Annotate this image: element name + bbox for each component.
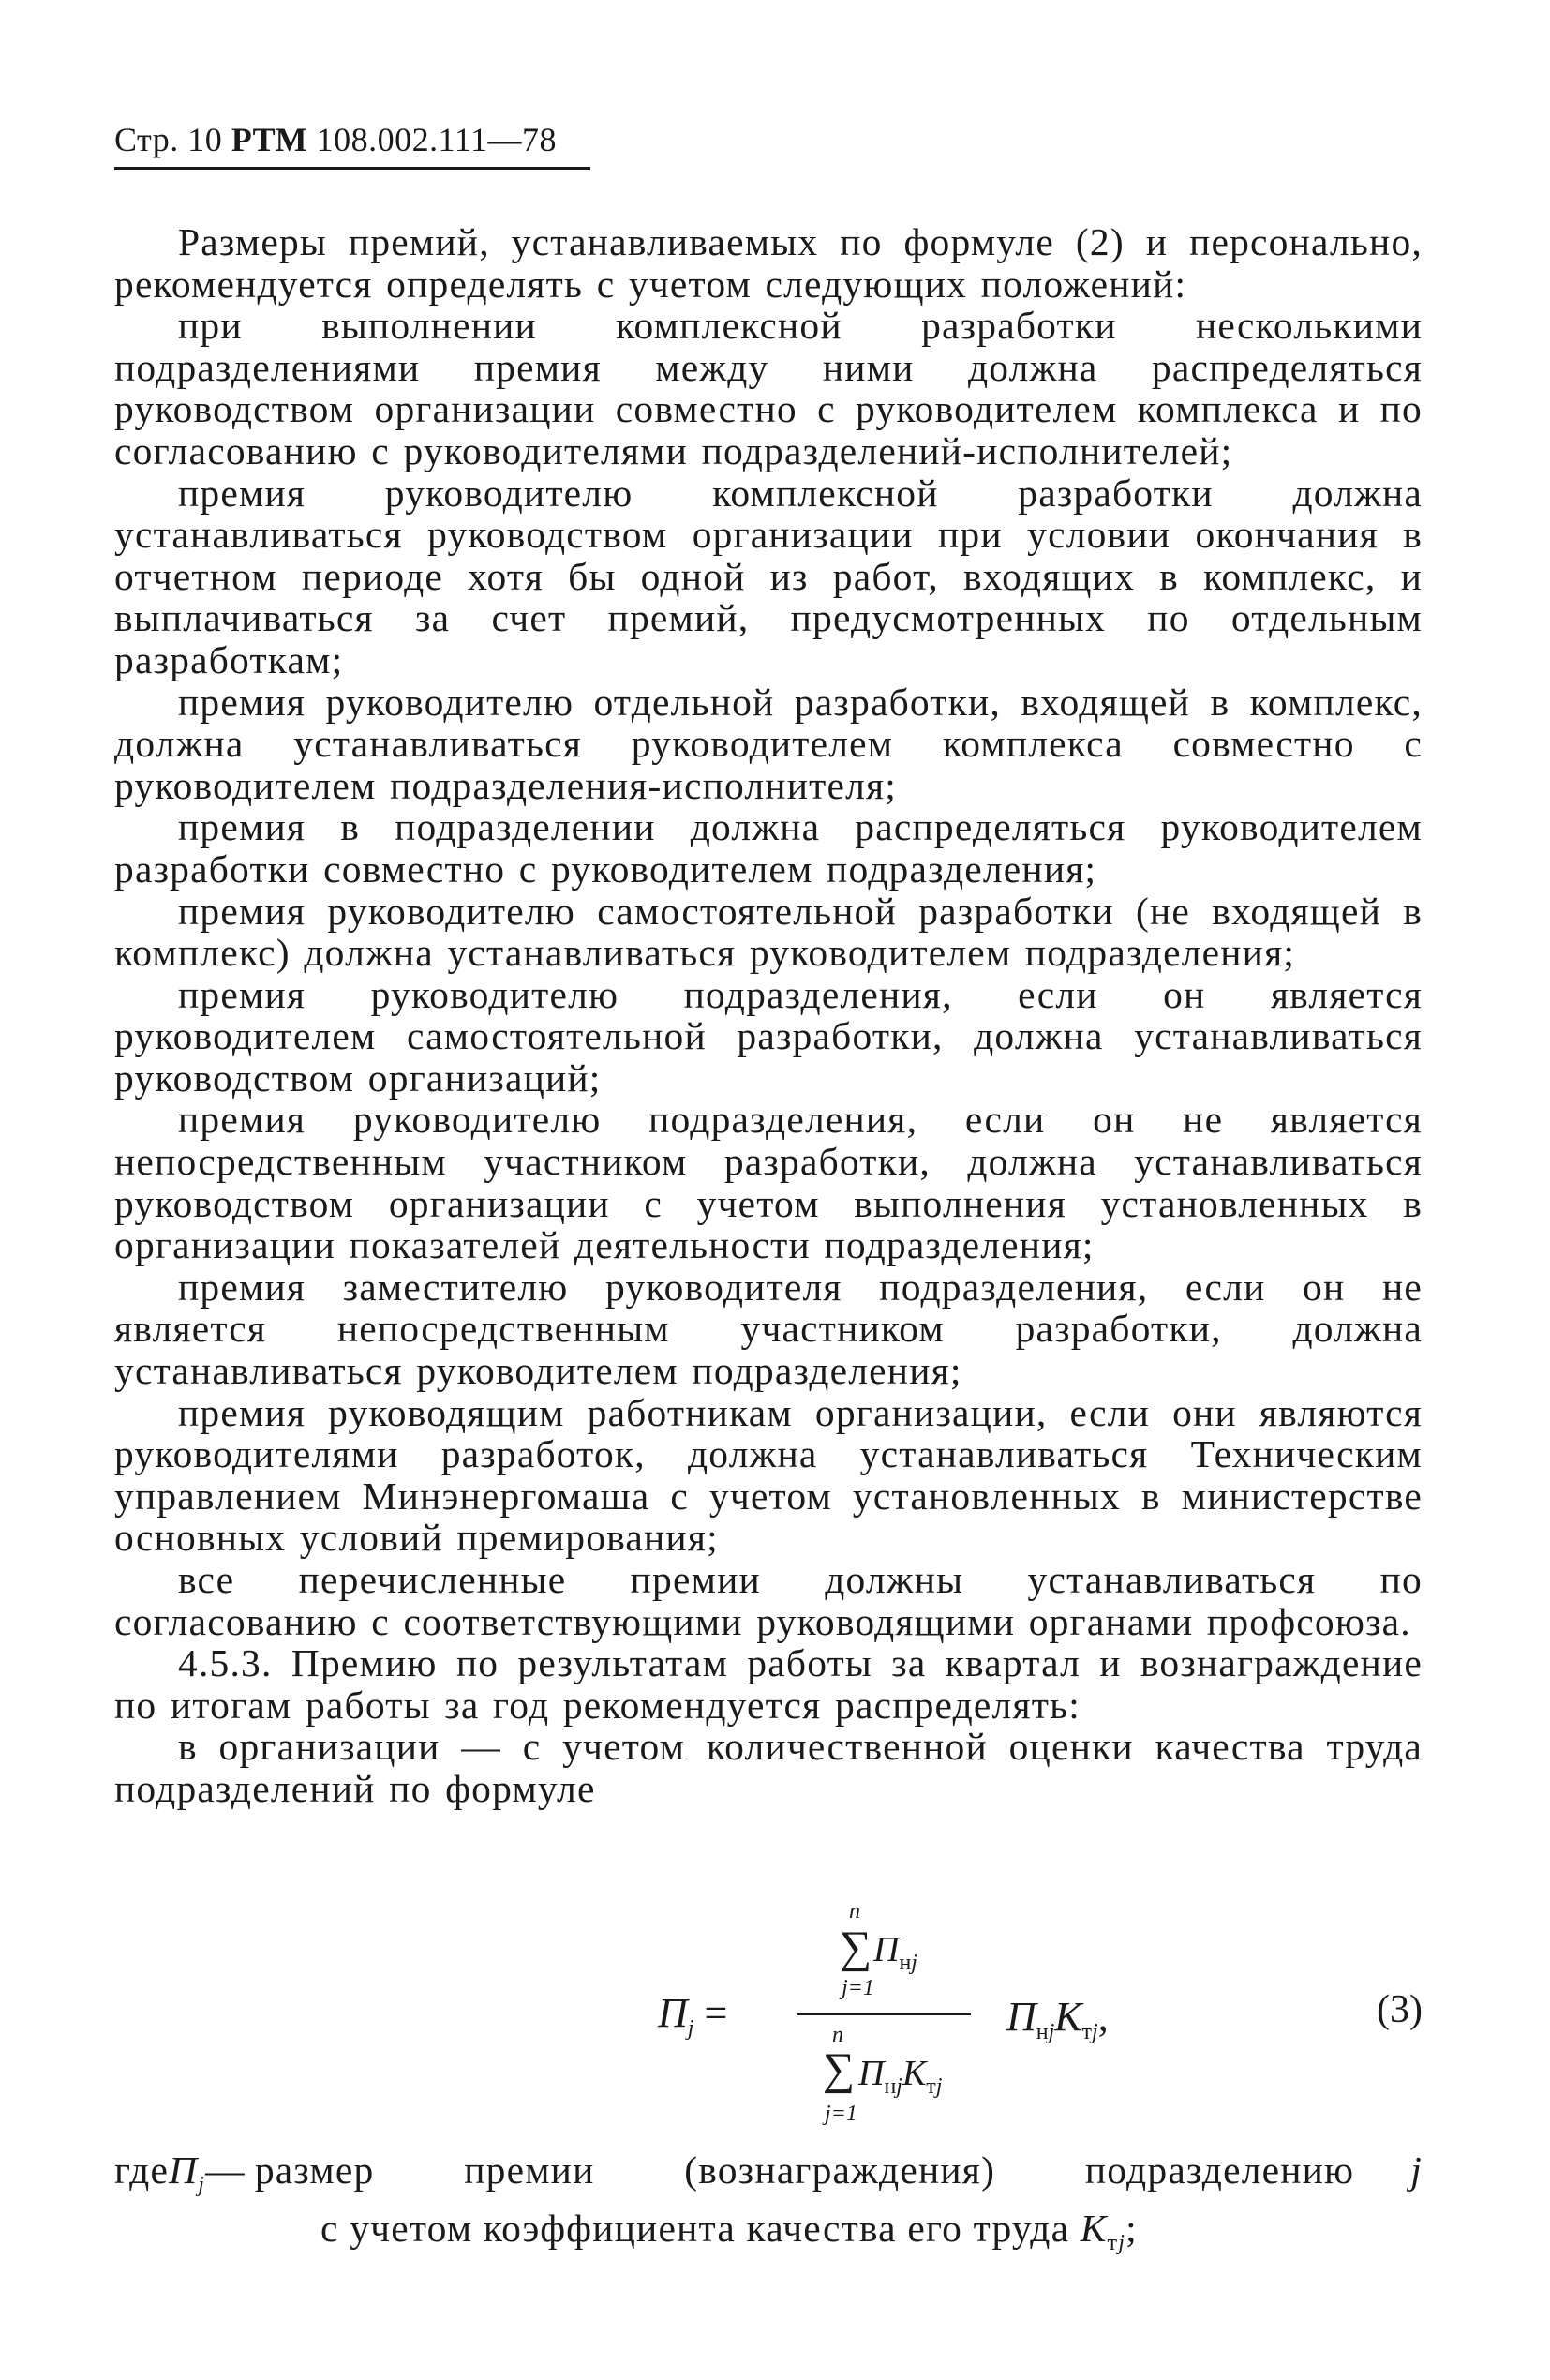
doc-number: 108.002.111—78 bbox=[316, 121, 557, 158]
where-clause bbox=[114, 2148, 1423, 2265]
paragraph: премия руководящим работникам организации, если они являются руководителями разработок, должна устанавливаться Техническим управлением Минэнергомаша с учетом установленных в министерстве основных условий премирования; bbox=[114, 1390, 1423, 1560]
paragraph: премия руководителю отдельной разработки, входящей в комплекс, должна устанавливаться руководителем комплекса совместно с руководителем подразделения-исполнителя; bbox=[114, 680, 1423, 807]
paragraph: премия руководителю подразделения, если он является руководителем самостоятельной разработки, должна устанавливаться руководством организаций; bbox=[114, 972, 1423, 1100]
denominator-upper-limit: n bbox=[832, 2023, 843, 2047]
numerator-upper-limit: n bbox=[849, 1899, 860, 1923]
paragraph: все перечисленные премии должны устанавливаться по согласованию с соответствующими руководящими органами профсоюза. bbox=[114, 1558, 1423, 1643]
where-line-1 bbox=[114, 2148, 1423, 2207]
paragraph: в организации — с учетом количественной оценки качества труда подразделений по формуле bbox=[114, 1725, 1423, 1810]
denominator-sum-symbol: ∑ bbox=[823, 2044, 856, 2094]
where-word: где bbox=[114, 2148, 170, 2192]
paragraph: премия в подразделении должна распределяться руководителем разработки совместно с руководителем подразделения; bbox=[114, 805, 1423, 891]
formula-fraction bbox=[797, 1894, 993, 2137]
denominator-lower-limit: j=1 bbox=[825, 2102, 857, 2126]
numerator-sum-symbol: ∑ bbox=[840, 1923, 872, 1972]
header-rule bbox=[114, 167, 590, 170]
formula bbox=[648, 1894, 1173, 2137]
where-line-2: с учетом коэффициента качества его труда $К_{тj}$; bbox=[320, 2207, 1138, 2255]
numerator-term: $П_{нj}$ bbox=[873, 1930, 917, 1975]
where-definition: размер премии (вознаграждения) подразделению bbox=[254, 2148, 1355, 2192]
page-label: Стр. 10 bbox=[114, 121, 223, 158]
paragraph: премия руководителю самостоятельной разработки (не входящей в комплекс) должна устанавливаться руководителем подразделения; bbox=[114, 889, 1423, 975]
where-symbol: $П_j—$ bbox=[169, 2148, 246, 2197]
formula-block bbox=[114, 1894, 1423, 2137]
paragraph: премия заместителю руководителя подразделения, если он не является непосредственным участником разработки, должна устанавливаться руководителем подразделения; bbox=[114, 1265, 1423, 1393]
paragraph: при выполнении комплексной разработки несколькими подразделениями премия между ними должна распределяться руководством организации совместно с руководителем комплекса и по согласованию с руководителями подразделений-исполнителей; bbox=[114, 304, 1423, 472]
doc-code: РТМ bbox=[231, 121, 308, 158]
body-text bbox=[114, 221, 1423, 1810]
formula-rhs: $П_{нj}К_{тj}$, bbox=[1006, 1994, 1109, 2044]
formula-lhs: $П_j$ = bbox=[658, 1990, 728, 2041]
fraction-line bbox=[797, 2013, 971, 2015]
paragraph: премия руководителю комплексной разработки должна устанавливаться руководством организации при условии окончания в отчетном периоде хотя бы одной из работ, входящих в комплекс, и выплачиваться за счет премий, предусмотренных по отдельным разработкам; bbox=[114, 471, 1423, 681]
where-index: j bbox=[1410, 2148, 1423, 2192]
numerator-lower-limit: j=1 bbox=[842, 1976, 874, 2000]
equation-number: (3) bbox=[1377, 1988, 1423, 2031]
paragraph: Размеры премий, устанавливаемых по формуле (2) и персонально, рекомендуется определять с учетом следующих положений: bbox=[114, 220, 1423, 306]
page-header bbox=[114, 120, 557, 159]
denominator-term: $П_{нj}К_{тj}$ bbox=[858, 2054, 943, 2099]
paragraph: премия руководителю подразделения, если он не является непосредственным участником разработки, должна устанавливаться руководством организации с учетом выполнения установленных в организации показателей деятельности подразделения; bbox=[114, 1098, 1423, 1267]
paragraph: 4.5.3. Премию по результатам работы за квартал и вознаграждение по итогам работы за год рекомендуется распределять: bbox=[114, 1641, 1423, 1727]
